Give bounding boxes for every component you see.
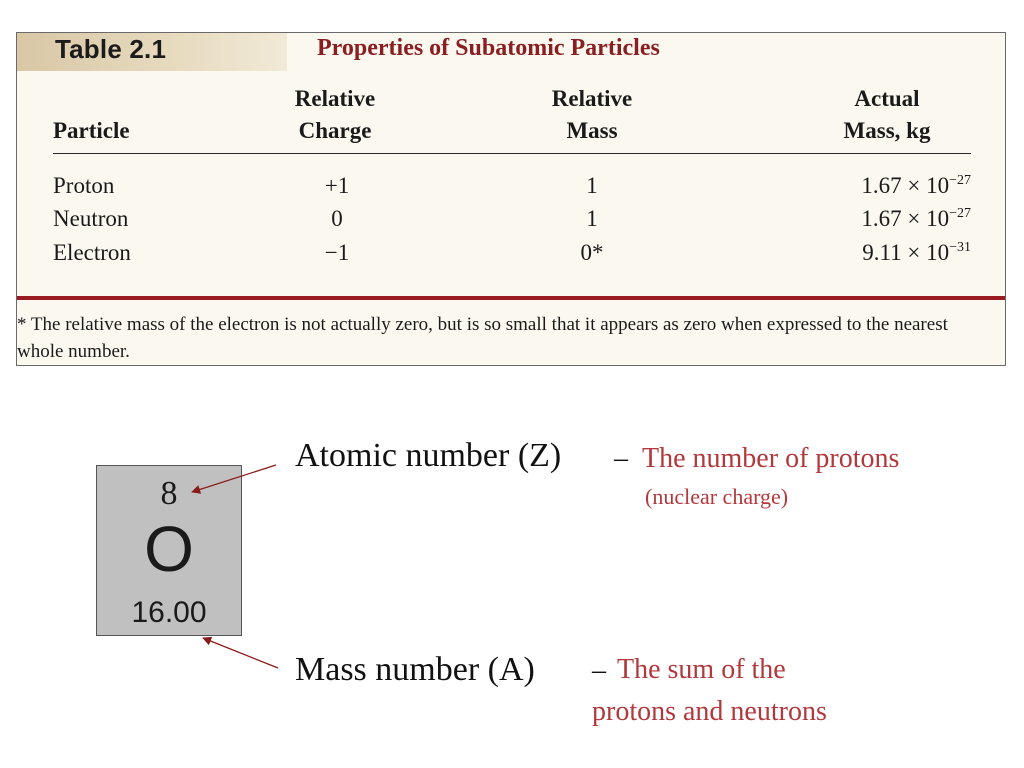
header-particle: Particle — [53, 118, 130, 143]
cell-charge-neutron: 0 — [331, 206, 343, 231]
cell-actual-mass-electron: $9.11 \times 10^{-31}$ — [862, 240, 971, 265]
cell-charge-proton: +1 — [324, 173, 350, 198]
mass-number-dash: – — [592, 655, 606, 686]
element-mass-value: 16.00 — [131, 596, 207, 629]
table-label: Table 2.1 — [55, 34, 167, 64]
header-charge-top: Relative — [294, 86, 376, 111]
atomic-number-arrow — [192, 465, 276, 492]
mass-number-term: Mass number (A) — [295, 651, 535, 688]
header-actual-bottom: Mass, kg — [843, 118, 931, 143]
cell-rel-mass-electron: 0* — [580, 240, 604, 265]
cell-rel-mass-proton: 1 — [586, 173, 598, 198]
table-title: Properties of Subatomic Particles — [317, 35, 660, 61]
element-symbol: O — [144, 513, 194, 585]
atomic-number-note: (nuclear charge) — [645, 484, 789, 509]
cell-actual-mass-proton: $1.67 \times 10^{-27}$ — [861, 173, 971, 198]
mass-number-definition-line1: The sum of the — [617, 654, 786, 685]
table-footnote: * The relative mass of the electron is not actually zero, but is so small that it appears as zero when expressed to the nearest whole number. — [17, 314, 948, 362]
cell-rel-mass-neutron: 1 — [586, 206, 598, 231]
cell-particle-proton: Proton — [53, 173, 115, 198]
cell-charge-electron: −1 — [324, 240, 350, 265]
header-charge-bottom: Charge — [298, 118, 372, 143]
atomic-number-term: Atomic number (Z) — [295, 437, 562, 474]
atomic-number-dash: – — [614, 443, 628, 474]
header-rel-mass-bottom: Mass — [566, 118, 618, 143]
atomic-number-value: 8 — [160, 475, 178, 512]
atomic-number-definition: The number of protons — [642, 443, 900, 474]
cell-particle-electron: Electron — [53, 240, 131, 265]
header-rel-mass-top: Relative — [551, 86, 633, 111]
header-actual-top: Actual — [854, 86, 920, 111]
cell-particle-neutron: Neutron — [53, 206, 129, 231]
mass-number-definition-line2: protons and neutrons — [592, 696, 827, 727]
mass-number-arrow — [203, 638, 278, 668]
cell-actual-mass-neutron: $1.67 \times 10^{-27}$ — [861, 206, 971, 231]
